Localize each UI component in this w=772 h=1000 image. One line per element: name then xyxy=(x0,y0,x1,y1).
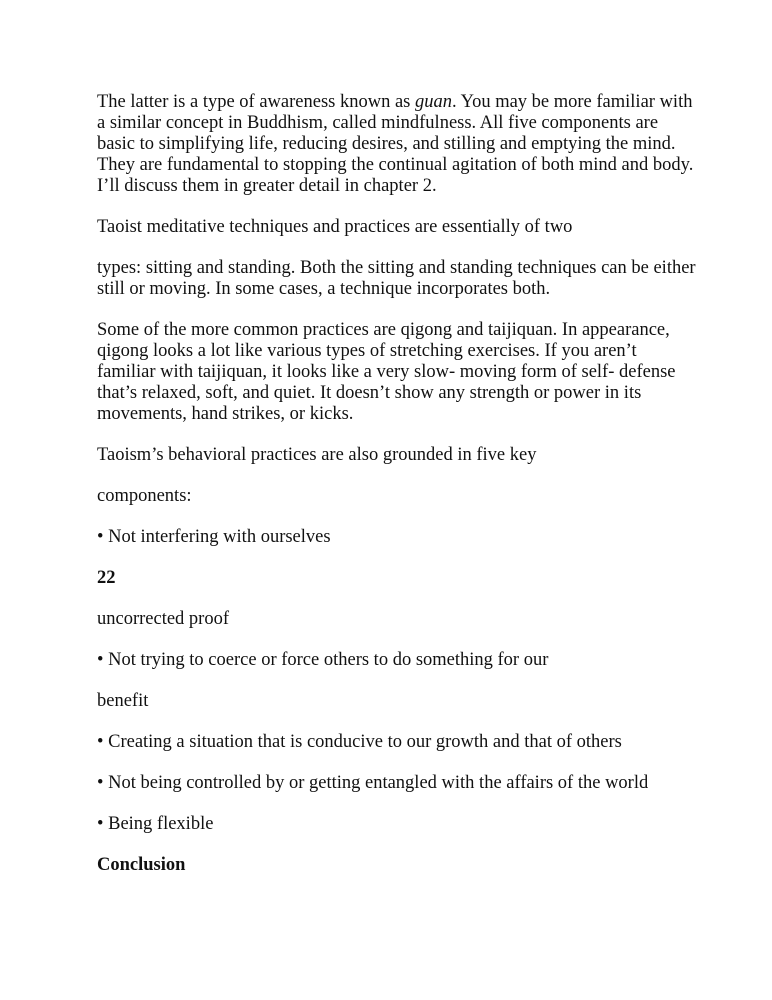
bullet-not-coercing: • Not trying to coerce or force others to do something for our xyxy=(97,650,549,670)
bullet-not-controlled: • Not being controlled by or getting entangled with the affairs of the world xyxy=(97,773,649,793)
term-guan: guan xyxy=(415,92,452,112)
page-number: 22 xyxy=(97,568,116,588)
paragraph-awareness xyxy=(97,92,697,197)
paragraph-techniques-types: types: sitting and standing. Both the sitting and standing techniques can be either still or moving. In some cases, a technique incorporates both. xyxy=(97,258,696,299)
document-page xyxy=(97,92,697,896)
paragraph-techniques-intro: Taoist meditative techniques and practices are essentially of two xyxy=(97,217,573,237)
paragraph-common-practices: Some of the more common practices are qigong and taijiquan. In appearance, qigong looks a lot like various types of stretching exercises. If you aren’t familiar with taijiquan, it looks like a very slow- moving form of self- defense that’s relaxed, soft, and quiet. It doesn’t show any strength or power in its movements, hand strikes, or kicks. xyxy=(97,320,676,424)
paragraph-components-label: components: xyxy=(97,486,192,506)
proof-label: uncorrected proof xyxy=(97,609,230,629)
paragraph-behavioral-intro: Taoism’s behavioral practices are also grounded in five key xyxy=(97,445,537,465)
bullet-creating-situation: • Creating a situation that is conducive to our growth and that of others xyxy=(97,732,622,752)
heading-conclusion: Conclusion xyxy=(97,855,186,875)
bullet-not-coercing-continued: benefit xyxy=(97,691,149,711)
paragraph-awareness-before: The latter is a type of awareness known as xyxy=(97,92,415,112)
bullet-not-interfering: • Not interfering with ourselves xyxy=(97,527,331,547)
bullet-being-flexible: • Being flexible xyxy=(97,814,214,834)
paragraph-awareness-after: . You may be more familiar with a similar concept in Buddhism, called mindfulness. All five components are basic to simplifying life, reducing desires, and stilling and emptying the mind. They are fundamental to stopping the continual agitation of both mind and body. I’ll discuss them in greater detail in chapter 2. xyxy=(97,92,694,196)
